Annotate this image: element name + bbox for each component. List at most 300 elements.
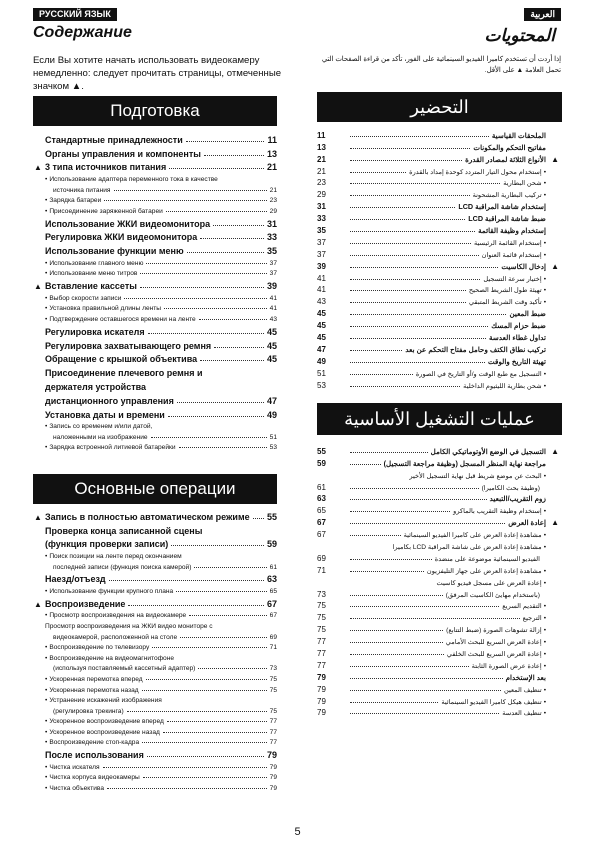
toc-entry <box>33 145 277 159</box>
toc-page-number: 55 <box>266 511 277 522</box>
toc-entry <box>33 420 277 431</box>
toc-entry-text: После использования <box>45 750 144 761</box>
toc-entry-text: •شحن البطارية <box>503 180 546 188</box>
toc-entry <box>33 364 277 378</box>
quick-start-marker-icon: ▲ <box>34 282 42 292</box>
bullet-icon: • <box>45 739 48 747</box>
dot-leader <box>350 255 479 256</box>
toc-page-number: 45 <box>266 354 277 365</box>
toc-entry <box>317 527 562 539</box>
toc-entry-text: • Чистка объектива <box>45 785 105 793</box>
toc-entry-text: •إعادة العرض السريع للبحث الخلفي <box>446 651 546 659</box>
toc-entry-text: • Установка правильной длины ленты <box>45 305 162 313</box>
dot-leader <box>140 287 264 288</box>
toc-page-number: 35 <box>266 246 277 257</box>
toc-entry <box>33 277 277 291</box>
bullet-icon: • <box>45 294 48 302</box>
toc-entry <box>33 392 277 406</box>
dot-leader <box>199 319 267 320</box>
toc-entry <box>33 571 277 585</box>
dot-leader <box>180 637 267 638</box>
toc-entry <box>33 760 277 771</box>
bullet-icon: • <box>543 299 546 307</box>
toc-page-number: 73 <box>317 589 326 599</box>
toc-entry <box>317 622 562 634</box>
toc-entry <box>317 354 562 366</box>
toc-entry-text: تركيب نطاق الكتف وحامل مفتاح التحكم عن بعد <box>405 344 546 354</box>
dot-leader <box>350 606 499 607</box>
bullet-icon: • <box>45 612 48 620</box>
dot-leader <box>350 571 424 572</box>
toc-entry-text: •البحث عن موضع شريط قبل نهاية التسجيل الأخير <box>409 472 546 480</box>
bullet-icon: • <box>45 675 48 683</box>
page-number: 5 <box>294 826 301 838</box>
toc-basic-operations-arabic <box>317 444 562 717</box>
toc-entry-text: مراجعة نهاية المنظر المسجل (وظيفة مراجعة التسجيل) <box>383 458 546 468</box>
bullet-icon: • <box>543 544 546 552</box>
toc-entry <box>317 658 562 670</box>
toc-page-number: 51 <box>317 368 326 378</box>
dot-leader <box>350 148 470 149</box>
toc-entry-text: Воспроизведение <box>45 598 126 609</box>
toc-entry-text: •إعادة عرض الصورة الثابتة <box>471 662 546 670</box>
bullet-icon: • <box>45 728 48 736</box>
toc-page-number: 77 <box>269 739 277 747</box>
toc-entry <box>317 551 562 563</box>
toc-entry-text: •إستخدام وظيفة التقريب بالماكرو <box>453 508 546 516</box>
toc-page-number: 79 <box>317 684 326 694</box>
toc-page-number: 39 <box>317 261 326 271</box>
dot-leader <box>350 618 520 619</box>
dot-leader <box>146 679 267 680</box>
toc-page-number: 37 <box>269 270 277 278</box>
toc-entry <box>33 131 277 145</box>
toc-page-number: 35 <box>317 226 326 236</box>
toc-entry <box>33 715 277 726</box>
toc-entry-text: • Зарядка батареи <box>45 197 102 205</box>
bullet-icon: • <box>45 305 48 313</box>
dot-leader <box>142 742 267 743</box>
dot-leader <box>253 518 264 519</box>
intro-russian: Если Вы хотите начать использовать видеокамеру немедленно: следует прочитать страницы, отмеченные значком ▲. <box>33 55 282 92</box>
toc-basic-operations-russian <box>33 508 277 792</box>
toc-page-number: 77 <box>317 660 326 670</box>
toc-page-number: 69 <box>269 633 277 641</box>
toc-entry <box>33 215 277 229</box>
toc-page-number: 59 <box>266 539 277 550</box>
bullet-icon: • <box>543 168 546 176</box>
dot-leader <box>124 298 266 299</box>
toc-entry <box>33 441 277 452</box>
toc-entry <box>317 670 562 682</box>
bullet-icon: • <box>543 627 546 635</box>
bullet-icon: • <box>543 180 546 188</box>
toc-entry-text: (باستخدام مهايئ الكاسيت المرفق) <box>445 591 540 599</box>
toc-page-number: 79 <box>317 672 326 682</box>
toc-entry-text: держателя устройства <box>45 381 147 392</box>
dot-leader <box>350 302 466 303</box>
toc-page-number: 37 <box>317 237 326 247</box>
bullet-icon: • <box>45 718 48 726</box>
toc-entry-text: التسجيل في الوضع الأوتوماتيكي الكامل <box>430 446 546 456</box>
toc-entry <box>317 187 562 199</box>
toc-page-number: 53 <box>269 444 277 452</box>
dot-leader <box>350 219 465 220</box>
bullet-icon: • <box>45 644 48 652</box>
toc-entry <box>317 599 562 611</box>
toc-entry <box>317 223 562 235</box>
toc-entry <box>33 641 277 652</box>
dot-leader <box>350 595 443 596</box>
dot-leader <box>350 654 444 655</box>
toc-entry-text: زوم التقريب/التبعيد <box>489 494 546 504</box>
toc-entry <box>317 575 562 587</box>
toc-entry <box>317 610 562 622</box>
bullet-icon: • <box>543 686 546 694</box>
toc-entry <box>33 672 277 683</box>
toc-page-number: 71 <box>269 644 277 652</box>
toc-page-number: 77 <box>317 649 326 659</box>
bullet-icon: • <box>45 763 48 771</box>
dot-leader <box>189 615 266 616</box>
dot-leader <box>350 195 470 196</box>
toc-entry-text: تهيئة التاريخ والوقت <box>487 356 546 366</box>
dot-leader <box>350 630 443 631</box>
toc-page-number: 33 <box>317 214 326 224</box>
toc-entry <box>317 480 562 492</box>
toc-entry <box>317 152 562 164</box>
toc-entry-text: •إزالة تشوهات الصورة (ضبط التتابع) <box>446 627 546 635</box>
toc-entry-text: Органы управления и компоненты <box>45 148 201 159</box>
toc-entry <box>317 128 562 140</box>
dot-leader <box>179 447 267 448</box>
toc-entry-text: •إعادة العرض السريع للبحث الأمامي <box>445 639 546 647</box>
dot-leader <box>350 452 428 453</box>
dot-leader <box>350 136 489 137</box>
toc-entry-text: •تركيب البطارية المشحونة <box>472 192 546 200</box>
quick-start-marker-icon: ▲ <box>34 599 42 609</box>
toc-entry-text: Просмотр воспроизведения на ЖКИ видео мониторе с <box>45 622 213 630</box>
toc-entry-text: ضبط المعين <box>509 309 546 319</box>
toc-entry <box>317 283 562 295</box>
toc-entry <box>317 515 562 527</box>
toc-entry <box>317 563 562 575</box>
dot-leader <box>151 437 267 438</box>
toc-entry-text: (функция проверки записи) <box>45 539 169 550</box>
dot-leader <box>200 360 264 361</box>
toc-entry-text: •تنظيف المعين <box>503 686 546 694</box>
toc-entry-text: • Ускоренная перемотка вперед <box>45 675 143 683</box>
toc-page-number: 79 <box>269 785 277 793</box>
toc-page-number: 53 <box>317 380 326 390</box>
toc-entry-text: Использование функции меню <box>45 246 184 257</box>
section-banner-preparation-arabic: التحضير <box>317 92 562 122</box>
toc-page-number: 45 <box>317 333 326 343</box>
dot-leader <box>163 732 267 733</box>
toc-entry <box>33 771 277 782</box>
bullet-icon: • <box>543 579 546 587</box>
dot-leader <box>350 314 506 315</box>
dot-leader <box>350 666 469 667</box>
toc-entry-text: الفيديو السينمائية موضوعة على منضدة <box>434 555 540 563</box>
toc-entry-text: • Чистка искателя <box>45 763 100 771</box>
dot-leader <box>350 243 471 244</box>
toc-entry <box>33 183 277 194</box>
dot-leader <box>194 567 266 568</box>
bullet-icon: • <box>543 615 546 623</box>
toc-page-number: 77 <box>269 728 277 736</box>
dot-leader <box>114 190 267 191</box>
toc-entry-text: • Присоединение заряженной батареи <box>45 207 163 215</box>
toc-page-number: 59 <box>317 458 326 468</box>
dot-leader <box>167 721 267 722</box>
toc-entry-text: •إستخدام قائمة العنوان <box>481 251 546 259</box>
toc-entry <box>33 291 277 302</box>
bullet-icon: • <box>543 698 546 706</box>
toc-preparation-arabic <box>317 128 562 390</box>
toc-entry <box>317 199 562 211</box>
dot-leader <box>350 231 475 232</box>
toc-entry <box>33 267 277 278</box>
toc-page-number: 23 <box>269 197 277 205</box>
toc-page-number: 21 <box>317 166 326 176</box>
intro-arabic: إذا أردت أن تستخدم كاميرا الفيديو السينمائية على الفور، تأكد من قراءة الصفحات التي تحمل العلامة ▲ على الأقل. <box>321 56 561 74</box>
toc-entry-text: 3 типа источников питания <box>45 162 167 173</box>
toc-entry <box>317 140 562 152</box>
bullet-icon: • <box>45 785 48 793</box>
toc-entry-text: видеокамерой, расположенной на столе <box>53 633 178 641</box>
dot-leader <box>148 333 264 334</box>
toc-entry <box>317 271 562 283</box>
toc-entry <box>317 306 562 318</box>
toc-entry-text: •تأكيد وقت الشريط المتبقي <box>469 299 546 307</box>
dot-leader <box>350 279 480 280</box>
toc-entry <box>33 736 277 747</box>
bullet-icon: • <box>45 444 48 452</box>
toc-entry <box>33 508 277 522</box>
toc-entry <box>33 172 277 183</box>
toc-page-number: 67 <box>317 530 326 540</box>
toc-page-number: 13 <box>266 148 277 159</box>
dot-leader <box>107 788 267 789</box>
toc-entry-text: Регулировка захватывающего ремня <box>45 340 212 351</box>
toc-entry <box>317 706 562 718</box>
dot-leader <box>350 559 432 560</box>
toc-entry <box>33 159 277 173</box>
toc-entry-text: Присоединение плечевого ремня и <box>45 368 203 379</box>
toc-entry <box>33 256 277 267</box>
toc-entry <box>317 211 562 223</box>
toc-page-number: 31 <box>266 218 277 229</box>
toc-entry <box>317 634 562 646</box>
toc-entry-text: Обращение с крышкой объектива <box>45 354 198 365</box>
toc-entry-text: •تهيئة طول الشريط الصحيح <box>468 287 546 295</box>
toc-page-number: 13 <box>317 142 326 152</box>
toc-page-number: 65 <box>269 587 277 595</box>
dot-leader <box>350 326 488 327</box>
dot-leader <box>213 225 264 226</box>
toc-entry-text: إستخدام شاشة المراقبة LCD <box>458 202 546 212</box>
dot-leader <box>350 535 401 536</box>
bullet-icon: • <box>543 603 546 611</box>
page-title-arabic: المحتويات <box>484 26 555 45</box>
toc-entry <box>317 539 562 551</box>
dot-leader <box>140 273 266 274</box>
toc-entry <box>33 609 277 620</box>
toc-page-number: 39 <box>266 281 277 292</box>
dot-leader <box>350 386 460 387</box>
toc-entry <box>317 587 562 599</box>
bullet-icon: • <box>543 710 546 718</box>
toc-entry <box>33 242 277 256</box>
toc-entry <box>33 595 277 609</box>
toc-entry <box>317 318 562 330</box>
toc-entry <box>33 378 277 392</box>
toc-entry-text: • Устранение искажений изображения <box>45 697 162 705</box>
toc-page-number: 21 <box>266 162 277 173</box>
dot-leader <box>350 374 413 375</box>
dot-leader <box>350 642 443 643</box>
toc-page-number: 79 <box>317 696 326 706</box>
toc-entry-text: • Просмотр воспроизведения на видеокамере <box>45 612 187 620</box>
toc-entry <box>317 503 562 515</box>
toc-entry-text: Использование ЖКИ видеомонитора <box>45 218 211 229</box>
toc-page-number: 31 <box>317 202 326 212</box>
quick-start-marker-icon: ▲ <box>551 154 559 164</box>
toc-page-number: 45 <box>266 340 277 351</box>
toc-page-number: 67 <box>317 518 326 528</box>
quick-start-marker-icon: ▲ <box>551 518 559 528</box>
toc-entry-text: • Воспроизведение стоп-кадра <box>45 739 140 747</box>
toc-entry <box>33 194 277 205</box>
toc-page-number: 79 <box>266 750 277 761</box>
toc-entry-text: последней записи (функция поиска камерой) <box>53 563 192 571</box>
toc-entry-text: • Ускоренное воспроизведение назад <box>45 728 160 736</box>
dot-leader <box>127 711 267 712</box>
toc-page-number: 23 <box>317 178 326 188</box>
toc-entry-text: • Воспроизведение на видеомагнитофоне <box>45 654 175 662</box>
toc-page-number: 51 <box>269 433 277 441</box>
dot-leader <box>350 690 501 691</box>
toc-page-number: 33 <box>266 232 277 243</box>
toc-entry-text: • Запись со временем и/или датой, <box>45 423 153 431</box>
dot-leader <box>350 523 505 524</box>
toc-entry-text: Вставление кассеты <box>45 281 137 292</box>
dot-leader <box>350 362 485 363</box>
toc-entry-text: (وظيفة بحث الكاميرا) <box>481 484 540 492</box>
toc-page-number: 75 <box>317 613 326 623</box>
toc-entry <box>33 204 277 215</box>
toc-page-number: 41 <box>317 273 326 283</box>
toc-page-number: 79 <box>269 774 277 782</box>
toc-entry-text: •إعادة العرض على مسجل فيديو كاسيت <box>436 579 546 587</box>
dot-leader <box>177 402 264 403</box>
toc-page-number: 41 <box>269 305 277 313</box>
section-banner-basic-operations-arabic: عمليات التشغيل الأساسية <box>317 403 562 435</box>
bullet-icon: • <box>45 697 48 705</box>
toc-entry <box>317 682 562 694</box>
language-tag-arabic: العربية <box>524 8 561 21</box>
toc-entry <box>317 259 562 271</box>
bullet-icon: • <box>45 686 48 694</box>
toc-page-number: 61 <box>317 482 326 492</box>
bullet-icon: • <box>543 567 546 575</box>
toc-entry-text: •التسجيل مع طبع الوقت و/أو التاريخ في الصورة <box>415 370 546 378</box>
bullet-icon: • <box>543 275 546 283</box>
bullet-icon: • <box>45 423 48 431</box>
toc-page-number: 79 <box>317 708 326 718</box>
toc-entry <box>33 694 277 705</box>
toc-page-number: 37 <box>317 249 326 259</box>
toc-entry <box>33 662 277 673</box>
bullet-icon: • <box>543 472 546 480</box>
toc-entry-text: Регулировка ЖКИ видеомонитора <box>45 232 198 243</box>
toc-entry <box>317 694 562 706</box>
bullet-icon: • <box>45 175 48 183</box>
dot-leader <box>169 168 264 169</box>
toc-page-number: 73 <box>269 665 277 673</box>
toc-page-number: 75 <box>317 601 326 611</box>
toc-entry-text: Проверка конца записанной сцены <box>45 525 203 536</box>
bullet-icon: • <box>543 239 546 247</box>
toc-entry <box>33 536 277 550</box>
toc-page-number: 47 <box>266 395 277 406</box>
toc-entry-text: Наезд/отъезд <box>45 574 106 585</box>
dot-leader <box>350 713 499 714</box>
dot-leader <box>104 200 266 201</box>
dot-leader <box>198 668 266 669</box>
bullet-icon: • <box>45 587 48 595</box>
toc-entry <box>33 630 277 641</box>
quick-start-marker-icon: ▲ <box>34 512 42 522</box>
toc-page-number: 43 <box>269 315 277 323</box>
bullet-icon: • <box>45 259 48 267</box>
dot-leader <box>350 488 479 489</box>
toc-entry <box>33 584 277 595</box>
dot-leader <box>350 290 466 291</box>
dot-leader <box>204 155 264 156</box>
toc-entry-text: •مشاهدة إعادة العرض على جهاز التليفزيون <box>426 567 546 575</box>
toc-entry <box>33 725 277 736</box>
toc-entry <box>317 378 562 390</box>
toc-entry <box>33 351 277 365</box>
toc-page-number: 41 <box>317 285 326 295</box>
toc-entry-text: •تنظيف هيكل كاميرا الفيديو السينمائية <box>441 698 546 706</box>
bullet-icon: • <box>45 207 48 215</box>
bullet-icon: • <box>45 315 48 323</box>
toc-entry-text: •التقديم السريع <box>502 603 546 611</box>
toc-page-number: 41 <box>269 294 277 302</box>
toc-page-number: 61 <box>269 563 277 571</box>
toc-entry <box>317 366 562 378</box>
toc-page-number: 29 <box>317 190 326 200</box>
toc-page-number: 37 <box>269 259 277 267</box>
dot-leader <box>350 350 402 351</box>
dot-leader <box>350 160 462 161</box>
toc-entry-text: Запись в полностью автоматическом режиме <box>45 511 250 522</box>
toc-page-number: 45 <box>317 321 326 331</box>
dot-leader <box>186 141 265 142</box>
toc-entry <box>33 337 277 351</box>
toc-entry-text: الأنواع الثلاثة لمصادر القدرة <box>465 154 546 164</box>
toc-entry <box>317 294 562 306</box>
toc-entry-text: (регулировка трекинга) <box>53 707 124 715</box>
toc-entry-text: •الترجيع <box>522 615 546 623</box>
toc-page-number: 77 <box>317 637 326 647</box>
page-title-russian: Содержание <box>33 24 132 41</box>
dot-leader <box>103 767 267 768</box>
bullet-icon: • <box>543 382 546 390</box>
